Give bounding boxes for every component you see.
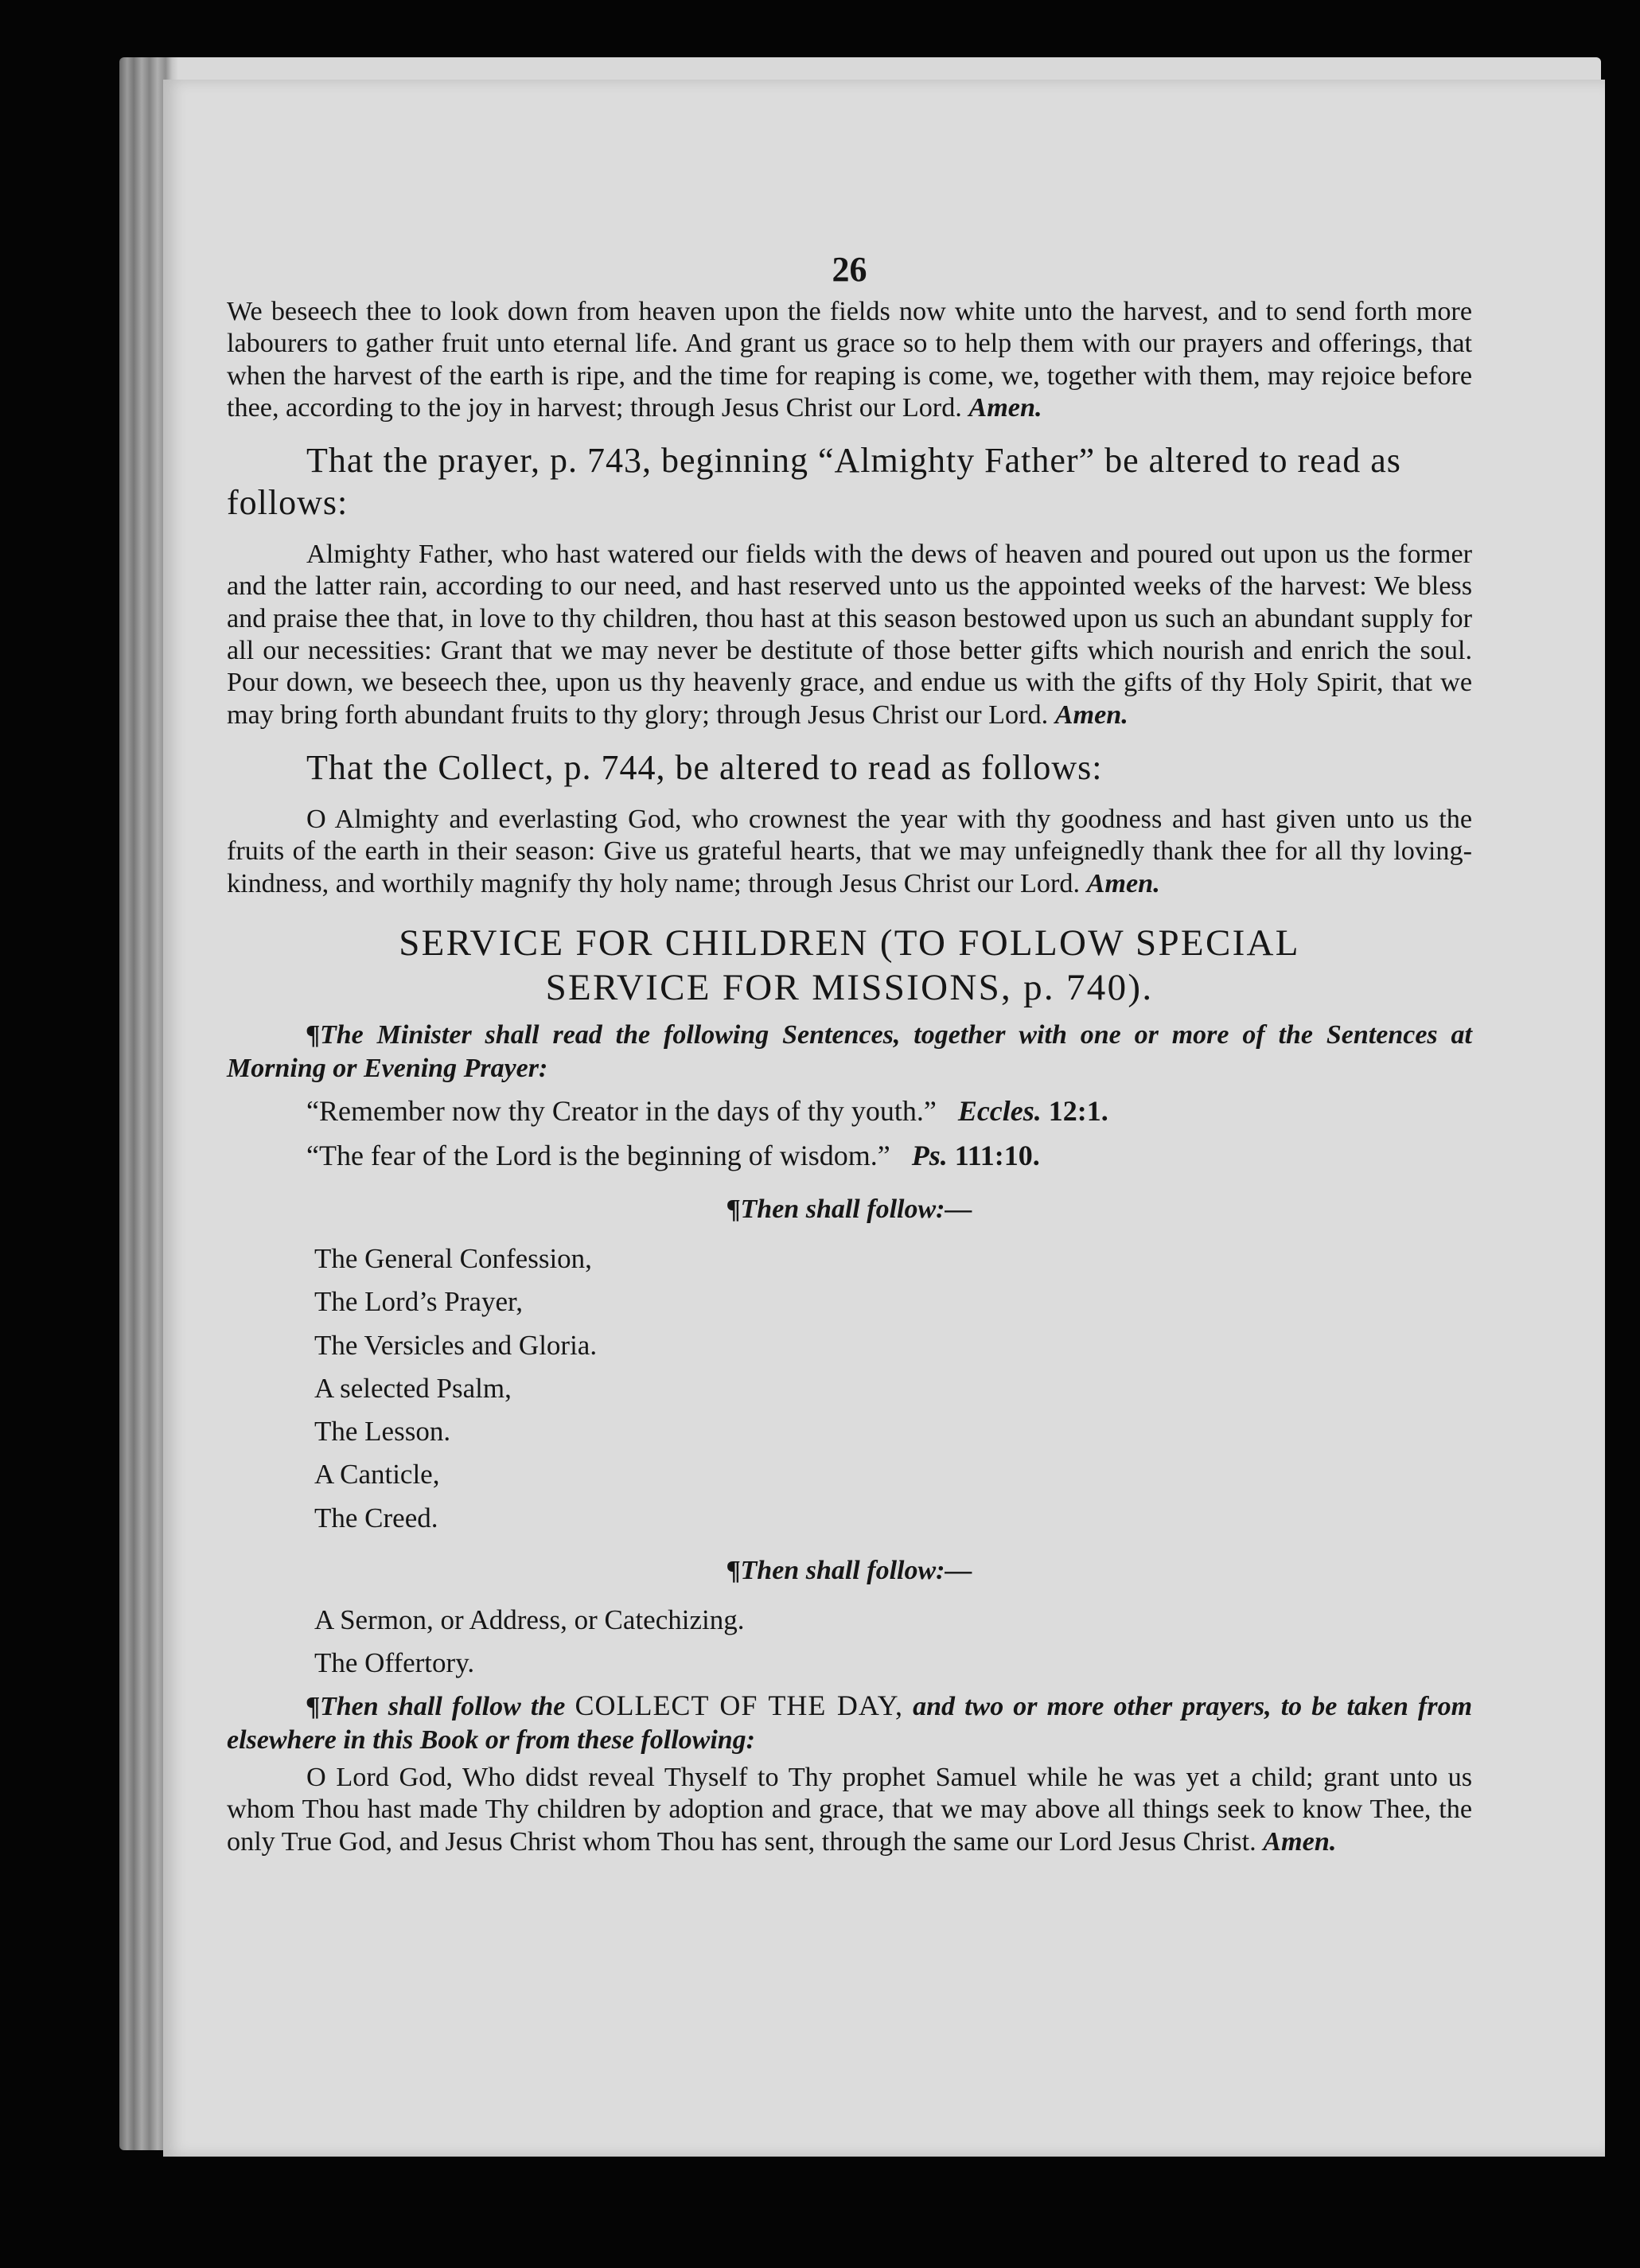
page-number: 26 [832, 250, 867, 289]
section-title [227, 921, 1472, 1011]
almighty-father-prayer: Almighty Father, who hast watered our fields with the dews of heaven and poured out upon us the former and the latter rain, according to our need, and hast reserved unto us the appointed weeks of the harvest: We bless and praise thee that, in love to thy children, thou hast at this season bestowed upon us such an abundant supply for all our necessities: Grant that we may never be destitute of those better gifts which nourish and enrich the soul. Pour down, we beseech thee, upon us thy heavenly grace, and endue us with the gifts of thy Holy Spirit, that we may bring forth abundant fruits to thy glory; through Jesus Christ our Lord. Amen. [227, 540, 1472, 730]
section-title-line-1: SERVICE FOR CHILDREN (TO FOLLOW SPECIAL [399, 922, 1300, 964]
collect-prayer: O Almighty and everlasting God, who crownest the year with thy goodness and hast given unto us the fruits of the earth in their season: Give us grateful hearts, that we may unfeignedly thank thee for all thy loving-kindness, and worthily magnify thy holy name; through Jesus Christ our Lord. Amen. [227, 804, 1472, 898]
sentence-2-ref-num: 111:10. [954, 1140, 1040, 1172]
harvest-prayer: We beseech thee to look down from heaven upon the fields now white unto the harvest, and to send forth more labourers to gather fruit unto eternal life. And grant us grace so to help them with our prayers and offerings, that when the harvest of the earth is ripe, and the time for reaping is come, we, together with them, may rejoice before thee, according to the joy in harvest; through Jesus Christ our Lord. Amen. [227, 297, 1472, 423]
order-item: The Creed. [314, 1502, 438, 1533]
order-item: The Lord’s Prayer, [314, 1286, 523, 1318]
order-item: A selected Psalm, [314, 1372, 512, 1404]
order-item: The Versicles and Gloria. [314, 1329, 598, 1361]
order-list [227, 1237, 1472, 1540]
samuel-prayer: O Lord God, Who didst reveal Thyself to Thy prophet Samuel while he was yet a child; grant unto us whom Thou hast made Thy children by adoption and grace, that we may above all things seek to know Thee, the only True God, and Jesus Christ whom Thou has sent, through the same our Lord Jesus Christ. Amen. [227, 1762, 1472, 1857]
heading-prayer-743: That the prayer, p. 743, beginning “Almighty Father” be altered to read as follows: [227, 441, 1401, 523]
order-list-2 [227, 1599, 1472, 1685]
sentence-2: “The fear of the Lord is the beginning of wisdom.” Ps. 111:10. [306, 1140, 1040, 1172]
sentence-1-ref-book: Eccles. [957, 1095, 1042, 1128]
order-item: The General Confession, [314, 1243, 592, 1275]
rubric-collect: ¶Then shall follow the COLLECT OF THE DAY, and two or more other prayers, to be taken from elsewhere in this Book or from these following: [227, 1689, 1473, 1756]
section-title-line-2: SERVICE FOR MISSIONS, p. 740). [545, 967, 1154, 1009]
amen-1: Amen. [968, 393, 1042, 423]
order-item: The Lesson. [314, 1416, 451, 1448]
order-item: The Offertory. [314, 1647, 475, 1679]
sentence-1: “Remember now thy Creator in the days of thy youth.” Eccles. 12:1. [306, 1095, 1108, 1128]
sentence-2-ref-book: Ps. [911, 1140, 948, 1172]
collect-of-the-day: COLLECT OF THE DAY, [575, 1689, 903, 1722]
rubric-sentences: ¶The Minister shall read the following Sentences, together with one or more of the Sentences at Morning or Evening Prayer: [227, 1019, 1472, 1083]
order-item: A Sermon, or Address, or Catechizing. [314, 1604, 745, 1635]
then-follow-1: ¶Then shall follow:— [727, 1194, 972, 1225]
heading-collect-744: That the Collect, p. 744, be altered to read as follows: [306, 748, 1103, 788]
sentence-list [227, 1089, 1472, 1179]
then-follow-2: ¶Then shall follow:— [727, 1555, 972, 1585]
amen-4: Amen. [1263, 1826, 1337, 1857]
sentence-1-ref-num: 12:1. [1048, 1095, 1108, 1128]
order-item: A Canticle, [314, 1459, 440, 1491]
page-text [227, 249, 1472, 1858]
amen-3: Amen. [1086, 868, 1160, 898]
amen-2: Amen. [1054, 699, 1128, 730]
